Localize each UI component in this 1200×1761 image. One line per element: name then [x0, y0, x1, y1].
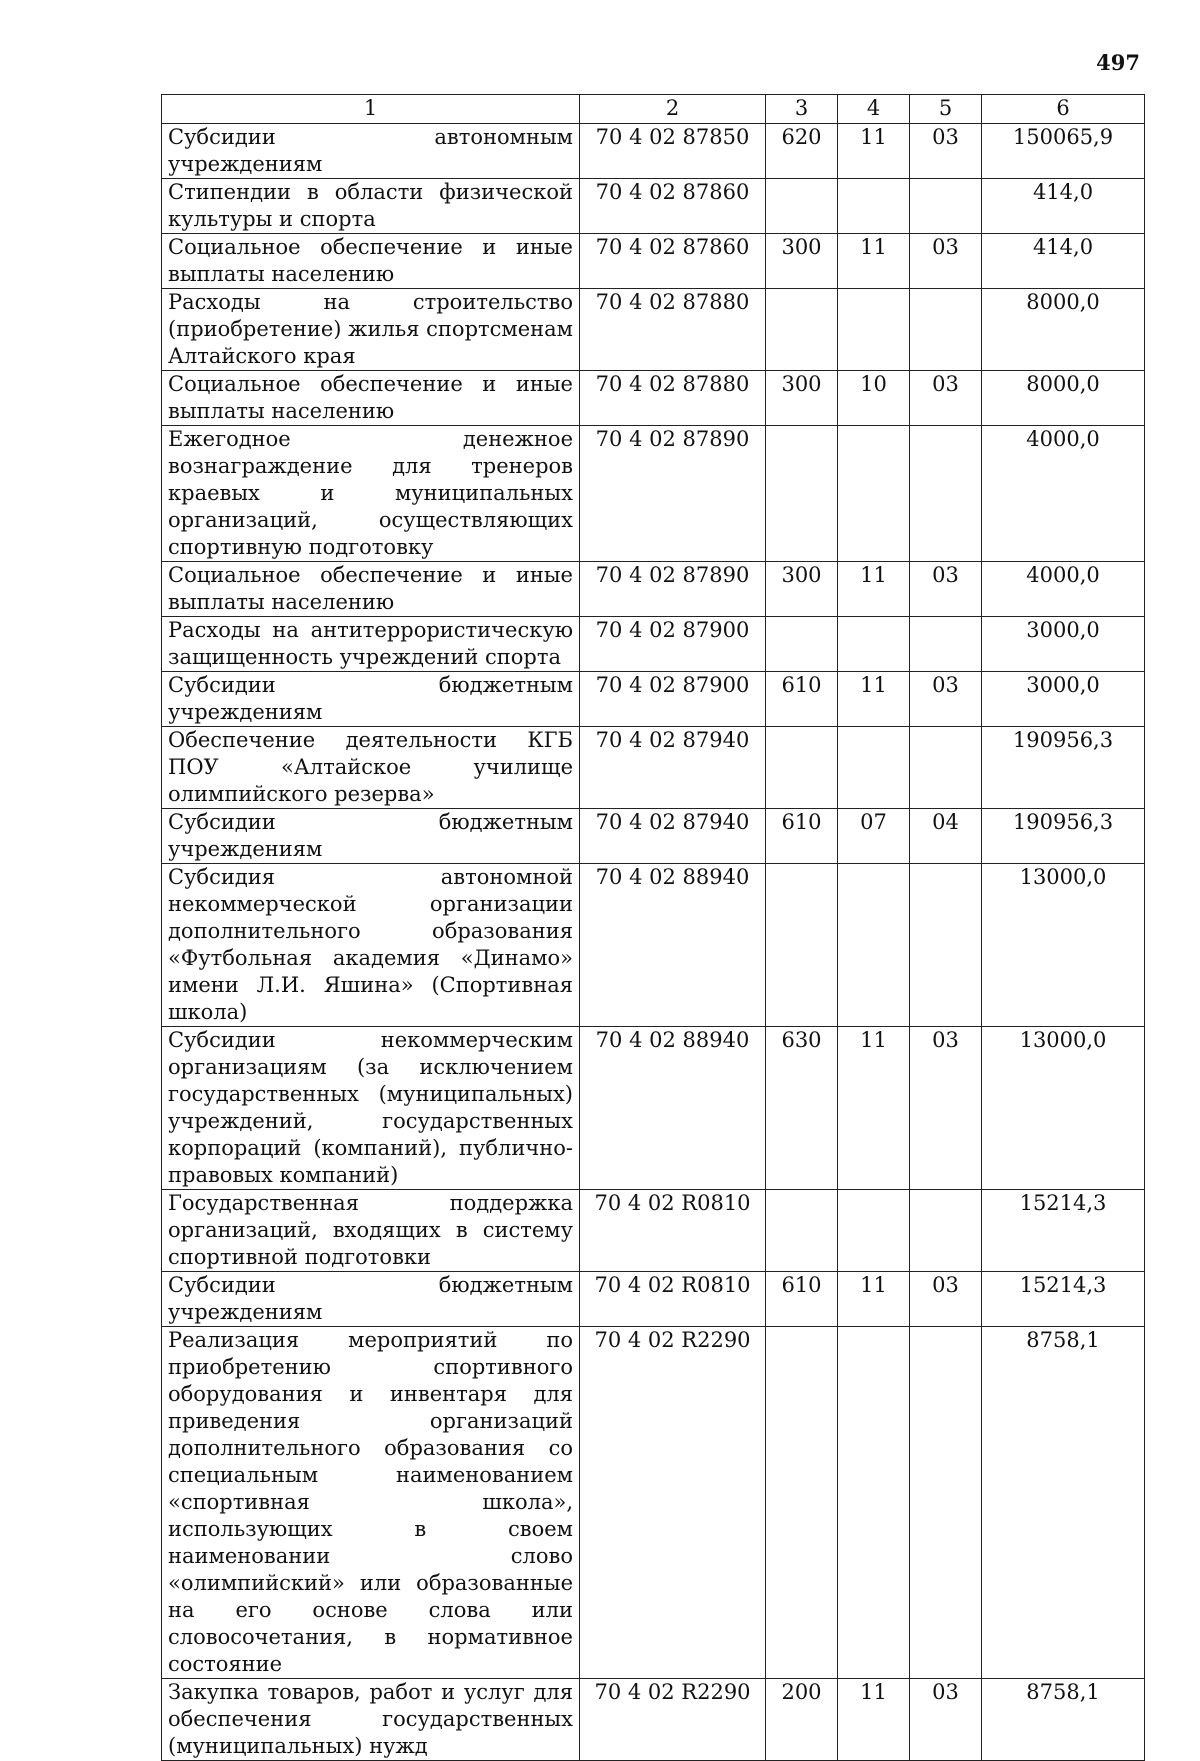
row-col3-cell: 200	[766, 1679, 838, 1761]
row-col3-cell	[766, 426, 838, 562]
row-amount-cell: 414,0	[982, 179, 1145, 234]
row-col3-cell: 300	[766, 371, 838, 426]
row-col4-cell	[838, 426, 910, 562]
row-col5-cell: 03	[910, 1679, 982, 1761]
row-code-cell: 70 4 02 R2290	[580, 1327, 766, 1679]
row-col3-cell: 610	[766, 672, 838, 727]
row-col5-cell	[910, 426, 982, 562]
table-row	[162, 1027, 1145, 1190]
row-code-cell: 70 4 02 87860	[580, 234, 766, 289]
row-col3-cell	[766, 727, 838, 809]
row-code-cell: 70 4 02 87890	[580, 426, 766, 562]
row-col5-cell: 03	[910, 234, 982, 289]
row-name-cell: Обеспечение деятельности КГБ ПОУ «Алтайское училище олимпийского резерва»	[162, 727, 580, 809]
row-col3-cell: 630	[766, 1027, 838, 1190]
row-name-cell: Расходы на антитеррористическую защищенность учреждений спорта	[162, 617, 580, 672]
row-col5-cell: 03	[910, 1027, 982, 1190]
header-cell-3: 3	[766, 95, 838, 124]
row-col5-cell	[910, 1327, 982, 1679]
row-code-cell: 70 4 02 87880	[580, 289, 766, 371]
row-name-cell: Субсидии бюджетным учреждениям	[162, 1272, 580, 1327]
row-code-cell: 70 4 02 87880	[580, 371, 766, 426]
row-col4-cell: 11	[838, 124, 910, 179]
row-code-cell: 70 4 02 87940	[580, 727, 766, 809]
table-row	[162, 864, 1145, 1027]
row-col3-cell	[766, 179, 838, 234]
row-amount-cell: 15214,3	[982, 1190, 1145, 1272]
row-name-cell: Субсидии бюджетным учреждениям	[162, 809, 580, 864]
row-name-cell: Социальное обеспечение и иные выплаты населению	[162, 371, 580, 426]
row-col4-cell	[838, 1190, 910, 1272]
row-col4-cell	[838, 864, 910, 1027]
row-name-cell: Расходы на строительство (приобретение) жилья спортсменам Алтайского края	[162, 289, 580, 371]
table-row	[162, 289, 1145, 371]
row-col5-cell: 04	[910, 809, 982, 864]
header-cell-1: 1	[162, 95, 580, 124]
row-col5-cell: 03	[910, 672, 982, 727]
row-col3-cell	[766, 289, 838, 371]
row-code-cell: 70 4 02 88940	[580, 864, 766, 1027]
row-amount-cell: 8000,0	[982, 289, 1145, 371]
row-amount-cell: 190956,3	[982, 727, 1145, 809]
row-col5-cell	[910, 727, 982, 809]
table-row	[162, 727, 1145, 809]
header-cell-4: 4	[838, 95, 910, 124]
row-name-cell: Социальное обеспечение и иные выплаты населению	[162, 562, 580, 617]
table-row	[162, 1272, 1145, 1327]
row-col4-cell: 11	[838, 562, 910, 617]
row-col4-cell	[838, 617, 910, 672]
row-col5-cell: 03	[910, 1272, 982, 1327]
row-col5-cell: 03	[910, 124, 982, 179]
row-col5-cell: 03	[910, 562, 982, 617]
table-row	[162, 234, 1145, 289]
table-row	[162, 1679, 1145, 1761]
row-col3-cell: 620	[766, 124, 838, 179]
table-row	[162, 371, 1145, 426]
row-name-cell: Реализация мероприятий по приобретению спортивного оборудования и инвентаря для приведения организаций дополнительного образования со специальным наименованием «спортивная школа», использующих в своем наименовании слово «олимпийский» или образованные на его основе слова или словосочетания, в нормативное состояние	[162, 1327, 580, 1679]
row-amount-cell: 8758,1	[982, 1679, 1145, 1761]
table-row	[162, 562, 1145, 617]
row-amount-cell: 150065,9	[982, 124, 1145, 179]
row-code-cell: 70 4 02 87900	[580, 672, 766, 727]
row-col4-cell: 07	[838, 809, 910, 864]
table-row	[162, 1190, 1145, 1272]
budget-table-body	[162, 95, 1145, 1761]
row-amount-cell: 8758,1	[982, 1327, 1145, 1679]
header-cell-5: 5	[910, 95, 982, 124]
row-code-cell: 70 4 02 88940	[580, 1027, 766, 1190]
row-name-cell: Субсидии некоммерческим организациям (за исключением государственных (муниципальных) учреждений, государственных корпораций (компаний), публично-правовых компаний)	[162, 1027, 580, 1190]
row-col4-cell: 11	[838, 234, 910, 289]
row-col3-cell	[766, 1190, 838, 1272]
table-row	[162, 809, 1145, 864]
row-code-cell: 70 4 02 R0810	[580, 1272, 766, 1327]
row-col5-cell	[910, 179, 982, 234]
row-amount-cell: 3000,0	[982, 672, 1145, 727]
budget-table	[161, 94, 1145, 1761]
row-col3-cell	[766, 864, 838, 1027]
row-name-cell: Социальное обеспечение и иные выплаты населению	[162, 234, 580, 289]
row-col3-cell	[766, 617, 838, 672]
row-amount-cell: 15214,3	[982, 1272, 1145, 1327]
row-col5-cell: 03	[910, 371, 982, 426]
table-row	[162, 1327, 1145, 1679]
row-name-cell: Ежегодное денежное вознаграждение для тренеров краевых и муниципальных организаций, осуществляющих спортивную подготовку	[162, 426, 580, 562]
row-col4-cell: 10	[838, 371, 910, 426]
table-row	[162, 617, 1145, 672]
row-col4-cell	[838, 289, 910, 371]
row-amount-cell: 4000,0	[982, 562, 1145, 617]
page-number: 497	[1096, 50, 1140, 75]
row-amount-cell: 4000,0	[982, 426, 1145, 562]
row-amount-cell: 13000,0	[982, 1027, 1145, 1190]
row-code-cell: 70 4 02 87900	[580, 617, 766, 672]
row-col4-cell: 11	[838, 1272, 910, 1327]
row-col4-cell: 11	[838, 1679, 910, 1761]
row-amount-cell: 13000,0	[982, 864, 1145, 1027]
row-col4-cell	[838, 179, 910, 234]
row-code-cell: 70 4 02 R2290	[580, 1679, 766, 1761]
table-row	[162, 672, 1145, 727]
row-name-cell: Субсидии автономным учреждениям	[162, 124, 580, 179]
header-cell-2: 2	[580, 95, 766, 124]
row-name-cell: Субсидии бюджетным учреждениям	[162, 672, 580, 727]
row-col5-cell	[910, 617, 982, 672]
table-row	[162, 179, 1145, 234]
row-name-cell: Государственная поддержка организаций, входящих в систему спортивной подготовки	[162, 1190, 580, 1272]
row-code-cell: 70 4 02 87860	[580, 179, 766, 234]
row-code-cell: 70 4 02 87940	[580, 809, 766, 864]
row-amount-cell: 414,0	[982, 234, 1145, 289]
row-code-cell: 70 4 02 87890	[580, 562, 766, 617]
row-amount-cell: 3000,0	[982, 617, 1145, 672]
row-col5-cell	[910, 289, 982, 371]
row-col3-cell	[766, 1327, 838, 1679]
row-name-cell: Стипендии в области физической культуры и спорта	[162, 179, 580, 234]
table-header-row	[162, 95, 1145, 124]
table-row	[162, 124, 1145, 179]
row-col4-cell	[838, 1327, 910, 1679]
row-name-cell: Закупка товаров, работ и услуг для обеспечения государственных (муниципальных) нужд	[162, 1679, 580, 1761]
header-cell-6: 6	[982, 95, 1145, 124]
row-col4-cell: 11	[838, 672, 910, 727]
table-row	[162, 426, 1145, 562]
row-name-cell: Субсидия автономной некоммерческой организации дополнительного образования «Футбольная академия «Динамо» имени Л.И. Яшина» (Спортивная школа)	[162, 864, 580, 1027]
row-amount-cell: 190956,3	[982, 809, 1145, 864]
row-col3-cell: 610	[766, 1272, 838, 1327]
row-col5-cell	[910, 1190, 982, 1272]
row-code-cell: 70 4 02 R0810	[580, 1190, 766, 1272]
row-amount-cell: 8000,0	[982, 371, 1145, 426]
row-col3-cell: 610	[766, 809, 838, 864]
row-col5-cell	[910, 864, 982, 1027]
row-col4-cell: 11	[838, 1027, 910, 1190]
row-code-cell: 70 4 02 87850	[580, 124, 766, 179]
row-col4-cell	[838, 727, 910, 809]
row-col3-cell: 300	[766, 234, 838, 289]
row-col3-cell: 300	[766, 562, 838, 617]
